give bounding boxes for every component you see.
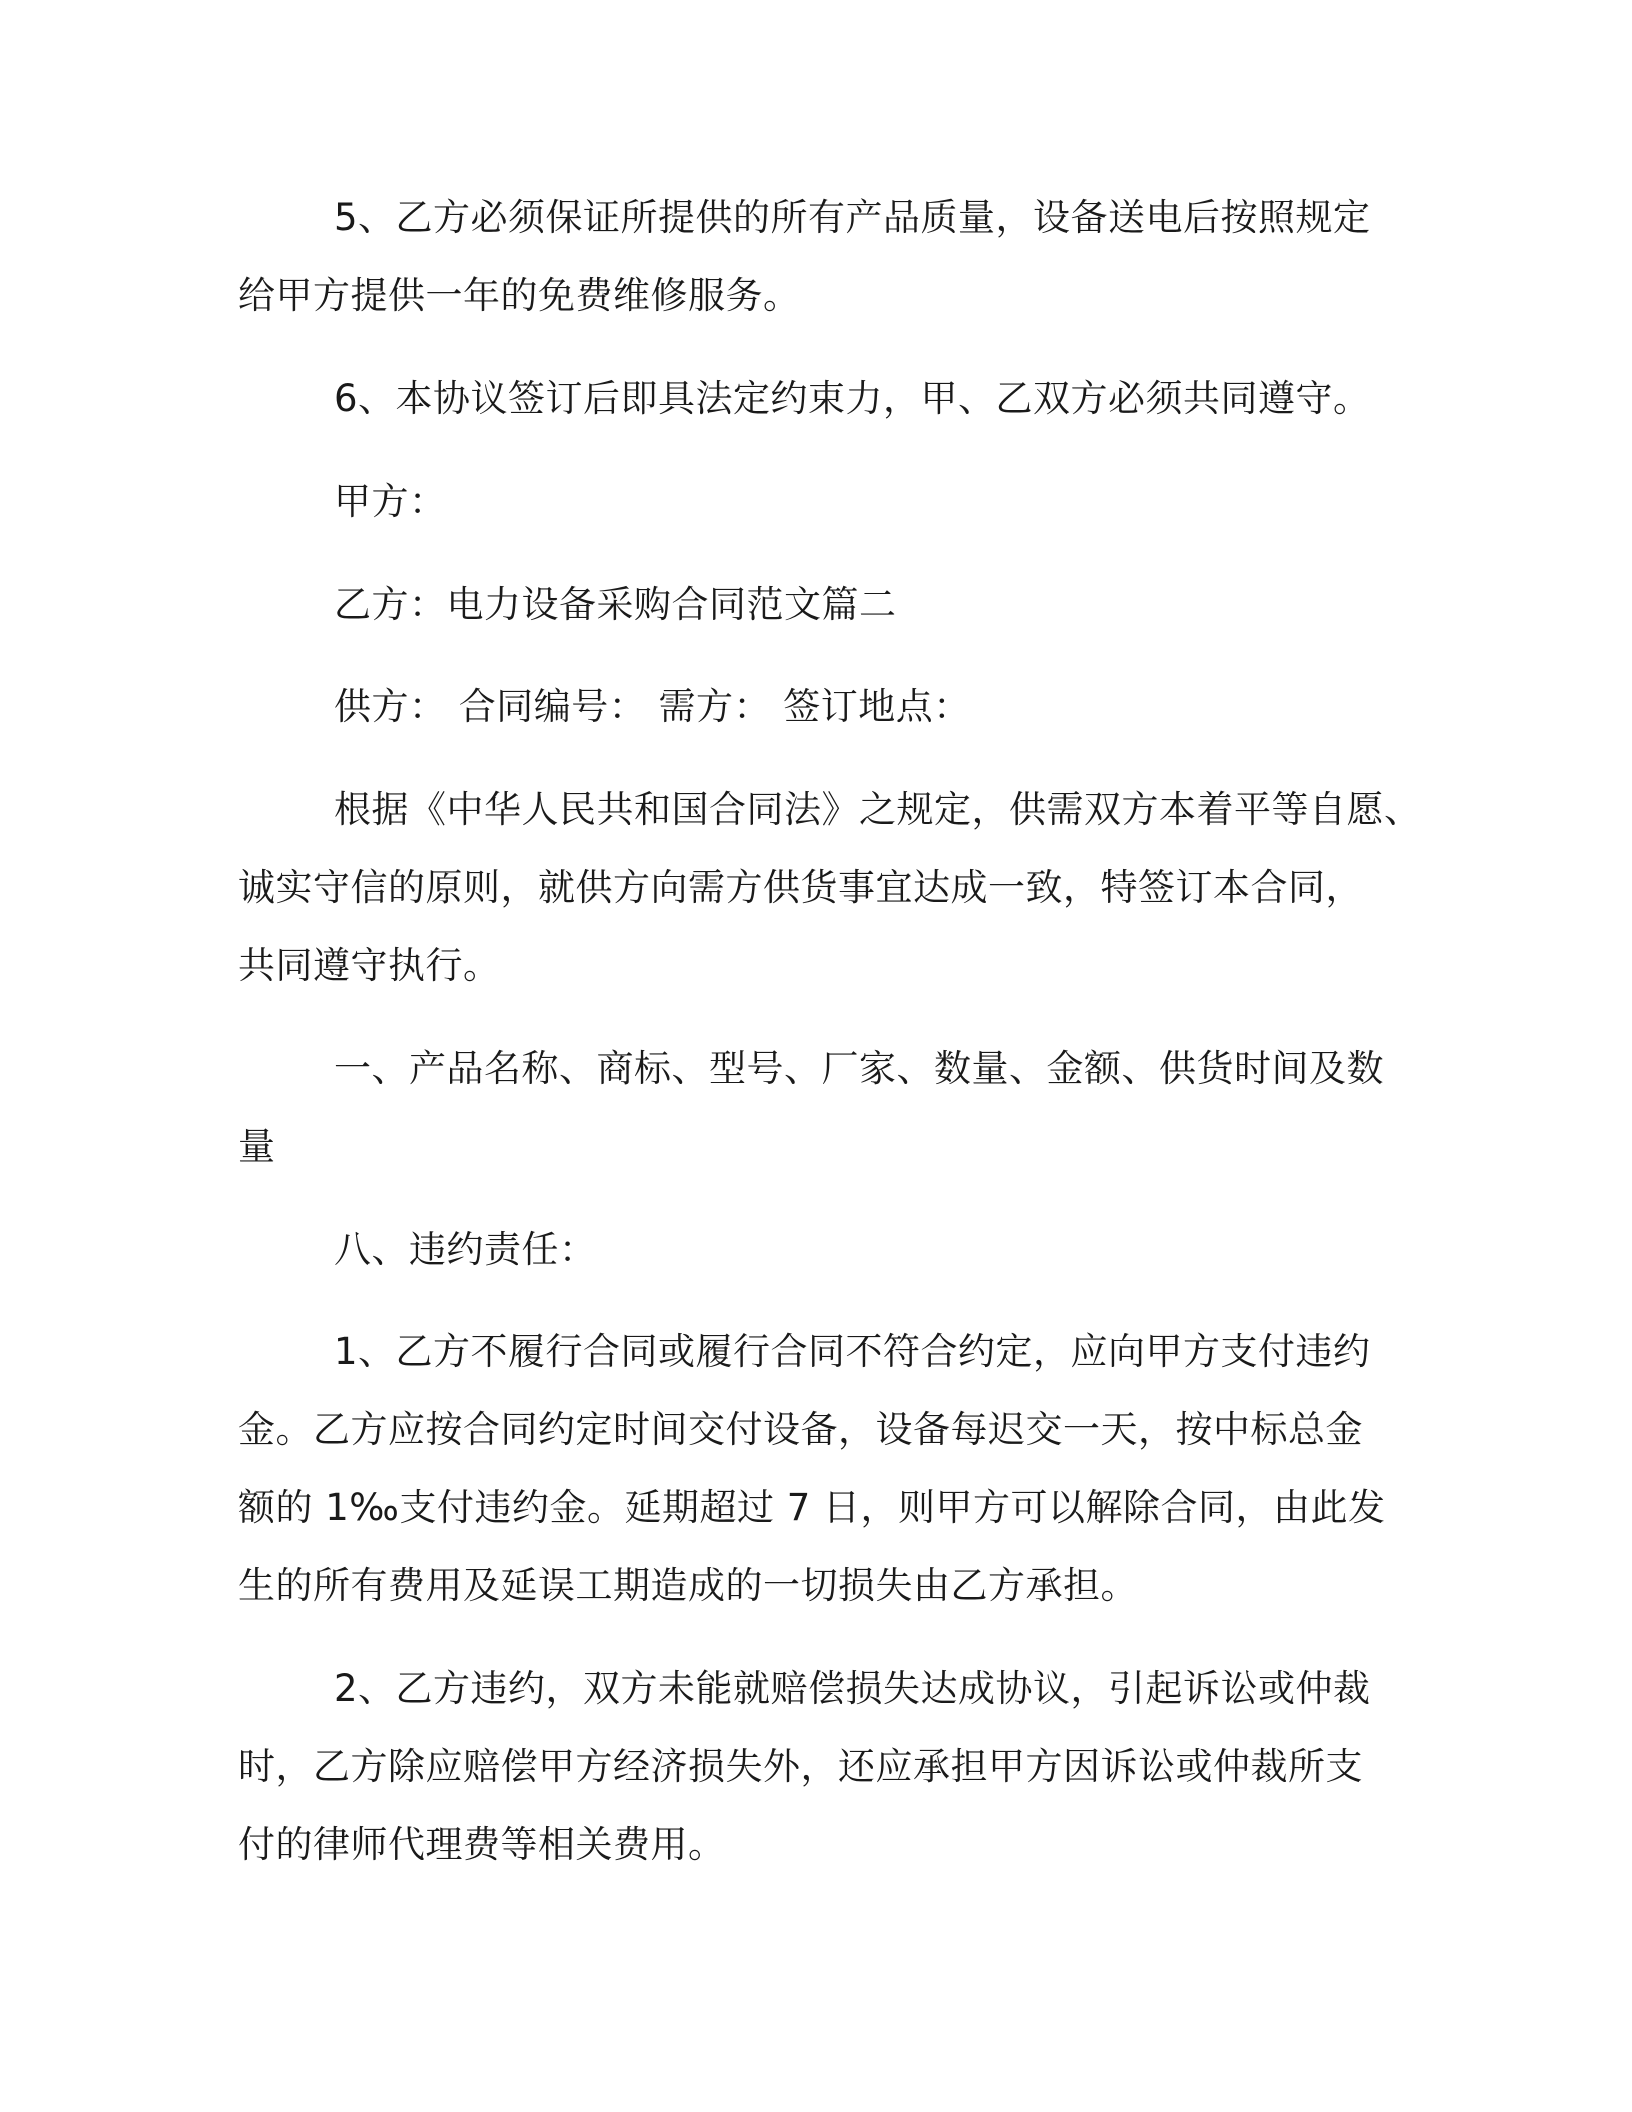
section-8-item-1-line-1: 1、乙方不履行合同或履行合同不符合约定，应向甲方支付违约 (334, 1330, 1371, 1373)
section-8-item-1-line-4: 生的所有费用及延误工期造成的一切损失由乙方承担。 (238, 1564, 1138, 1607)
section-8-item-2-line-1: 2、乙方违约，双方未能就赔偿损失达成协议，引起诉讼或仲裁 (334, 1667, 1371, 1710)
section-8-title: 八、违约责任： (334, 1228, 597, 1271)
clause-6-line-1: 6、本协议签订后即具法定约束力，甲、乙双方必须共同遵守。 (334, 377, 1371, 420)
clause-5-line-2: 给甲方提供一年的免费维修服务。 (238, 274, 801, 317)
section-1-line-2: 量 (238, 1125, 276, 1168)
section-8-item-1-line-2: 金。乙方应按合同约定时间交付设备，设备每迟交一天，按中标总金 (238, 1408, 1363, 1451)
party-a-label: 甲方： (334, 480, 447, 523)
section-8-item-2-line-3: 付的律师代理费等相关费用。 (238, 1823, 726, 1866)
preamble-line-2: 诚实守信的原则，就供方向需方供货事宜达成一致，特签订本合同， (238, 866, 1363, 909)
preamble-line-1: 根据《中华人民共和国合同法》之规定，供需双方本着平等自愿、 (334, 788, 1422, 831)
section-8-item-1-line-3: 额的 1‰支付违约金。延期超过 7 日，则甲方可以解除合同，由此发 (238, 1486, 1386, 1529)
preamble-line-3: 共同遵守执行。 (238, 944, 501, 987)
section-8-item-2-line-2: 时，乙方除应赔偿甲方经济损失外，还应承担甲方因诉讼或仲裁所支 (238, 1745, 1363, 1788)
section-1-line-1: 一、产品名称、商标、型号、厂家、数量、金额、供货时间及数 (334, 1047, 1384, 1090)
party-b-heading: 乙方：电力设备采购合同范文篇二 (334, 583, 897, 626)
clause-5-line-1: 5、乙方必须保证所提供的所有产品质量，设备送电后按照规定 (334, 196, 1371, 239)
contract-header-fields: 供方： 合同编号： 需方： 签订地点： (334, 685, 971, 728)
